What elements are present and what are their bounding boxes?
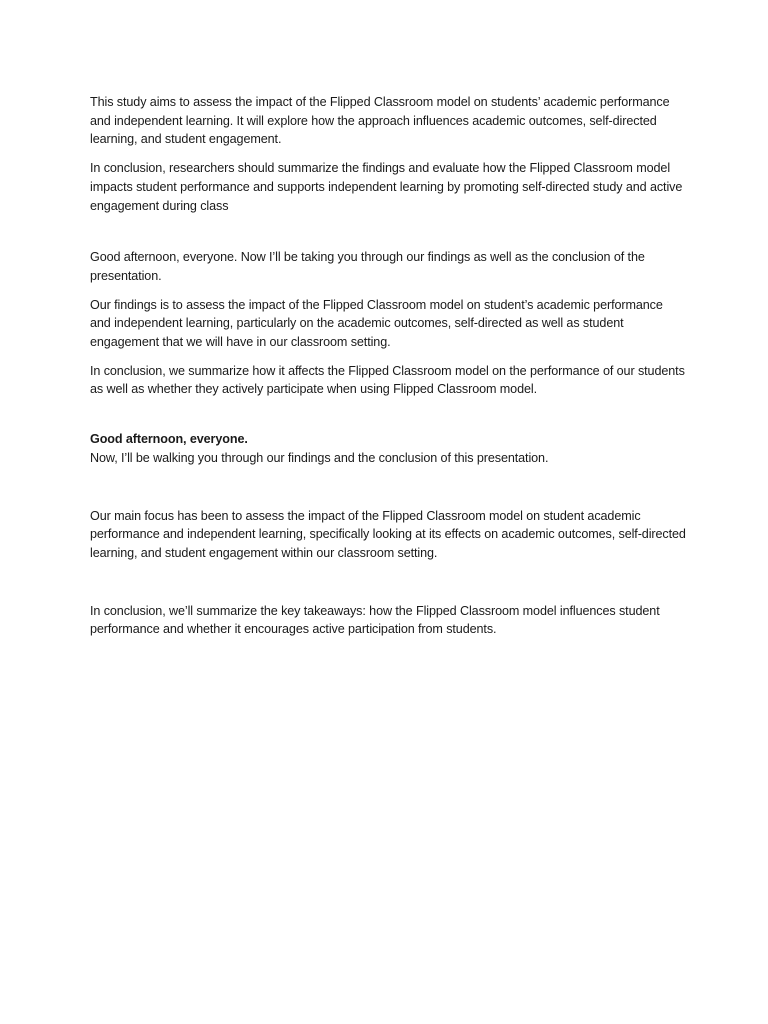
document-body (90, 93, 686, 639)
paragraph-findings-v1: Our findings is to assess the impact of the Flipped Classroom model on student’s academic performance and independent learning, particularly on the academic outcomes, self-directed as well as student engagement that we will have in our classroom setting. (90, 297, 663, 350)
paragraph-conclusion-researchers: In conclusion, researchers should summarize the findings and evaluate how the Flipped Classroom model impacts student performance and supports independent learning by promoting self-directed study and active engagement during class (90, 161, 683, 213)
paragraph-main-focus-v2: Our main focus has been to assess the impact of the Flipped Classroom model on student academic performance and independent learning, specifically looking at its effects on academic outcomes, self-directed learning, and student engagement within our classroom setting. (90, 508, 686, 560)
paragraph-greeting-v1: Good afternoon, everyone. Now I’ll be taking you through our findings as well as the conclusion of the presentation. (90, 250, 645, 283)
paragraph-walkthrough-v2: Now, I’ll be walking you through our findings and the conclusion of this presentation. (90, 450, 549, 465)
paragraph-conclusion-v2: In conclusion, we’ll summarize the key takeaways: how the Flipped Classroom model influences student performance and whether it encourages active participation from students. (90, 603, 660, 637)
greeting-heading-v2: Good afternoon, everyone. (90, 432, 248, 447)
paragraph-study-aim: This study aims to assess the impact of the Flipped Classroom model on students’ academic performance and independent learning. It will explore how the approach influences academic outcomes, self-directed learning, and student engagement. (90, 95, 670, 147)
paragraph-conclusion-v1: In conclusion, we summarize how it affects the Flipped Classroom model on the performance of our students as well as whether they actively participate when using Flipped Classroom model. (90, 363, 685, 397)
